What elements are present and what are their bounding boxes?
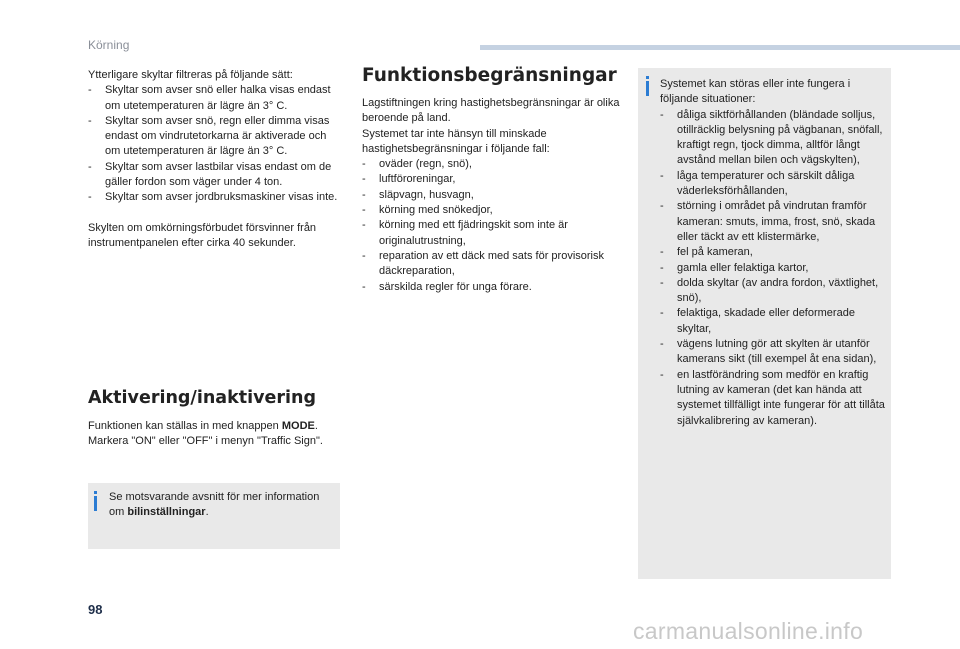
list-item: - vägens lutning gör att skylten är utanför kamerans sikt (till exempel åt ena sidan), — [660, 337, 888, 368]
info-text-after: . — [205, 506, 209, 519]
limitations-para1: Lagstiftningen kring hastighetsbegränsningar är olika beroende på land. — [362, 97, 620, 125]
disturbances-column — [660, 77, 888, 429]
list-item: - gamla eller felaktiga kartor, — [660, 261, 888, 276]
list-item: - Skyltar som avser lastbilar visas endast om de gäller fordon som väger under 4 ton. — [88, 160, 342, 191]
list-item: - låga temperaturer och särskilt dåliga väderleksförhållanden, — [660, 169, 888, 200]
info-icon — [94, 491, 97, 511]
header-rule — [480, 45, 960, 50]
list-item: - dåliga siktförhållanden (bländade solljus, otillräcklig belysning på vägbanan, snöfall, kraftigt regn, tjock dimma, alltför långt avstånd mellan bilen och vägskylten), — [660, 108, 888, 169]
mode-button-name: MODE — [281, 420, 315, 432]
list-item: - Skyltar som avser snö, regn eller dimma visas endast om vindrutetorkarna är aktiverade och om utetemperaturen är lägre än 3° C. — [88, 114, 342, 160]
info-icon — [646, 76, 649, 96]
page-number: 98 — [88, 602, 103, 617]
activation-heading: Aktivering/inaktivering — [88, 388, 316, 408]
list-item: - oväder (regn, snö), — [362, 157, 622, 172]
limitations-column — [362, 64, 622, 295]
list-item: - körning med snökedjor, — [362, 203, 622, 218]
disturbances-intro: Systemet kan störas eller inte fungera i följande situationer: — [660, 78, 851, 106]
filter-column — [88, 68, 342, 251]
activation-text-before: Funktionen kan ställas in med knappen — [88, 420, 282, 432]
list-item: - en lastförändring som medför en kraftig lutning av kameran (det kan hända att systemet tillfälligt inte fungerar för att tillåta självkalibrering av kameran). — [660, 368, 888, 429]
activation-line2: Markera "ON" eller "OFF" i menyn "Traffic Sign". — [88, 435, 323, 448]
list-item: - släpvagn, husvagn, — [362, 188, 622, 203]
filter-intro: Ytterligare skyltar filtreras på följande sätt: — [88, 69, 293, 81]
list-item: - Skyltar som avser snö eller halka visas endast om utetemperaturen är lägre än 3° C. — [88, 83, 342, 114]
limitations-heading: Funktionsbegränsningar — [362, 65, 617, 86]
list-item: - reparation av ett däck med sats för provisorisk däckreparation, — [362, 249, 622, 280]
list-item: - dolda skyltar (av andra fordon, växtlighet, snö), — [660, 276, 888, 307]
list-item: - störning i området på vindrutan framför kameran: smuts, imma, frost, snö, skada eller täckt av ett klistermärke, — [660, 199, 888, 245]
limitations-para2: Systemet tar inte hänsyn till minskade hastighetsbegränsningar i följande fall: — [362, 127, 550, 155]
section-label: Körning — [88, 38, 130, 52]
activation-text-after: . — [314, 420, 318, 432]
filter-list — [88, 83, 342, 205]
info-box-settings — [88, 483, 340, 549]
list-item: - körning med ett fjädringskit som inte är originalutrustning, — [362, 218, 622, 249]
info-text-bold: bilinställningar — [127, 506, 206, 519]
info-text-before: Se motsvarande avsnitt för mer information om — [109, 491, 320, 519]
list-item: - felaktiga, skadade eller deformerade skyltar, — [660, 306, 888, 337]
disturbances-list — [660, 108, 888, 429]
list-item: - fel på kameran, — [660, 245, 888, 260]
watermark: carmanualsonline.info — [633, 618, 864, 644]
list-item: - särskilda regler för unga förare. — [362, 280, 622, 295]
info-box-text — [109, 490, 335, 521]
limitations-list — [362, 157, 622, 295]
list-item: - luftföroreningar, — [362, 172, 622, 187]
list-item: - Skyltar som avser jordbruksmaskiner visas inte. — [88, 190, 342, 205]
activation-text — [88, 419, 350, 450]
closing-paragraph: Skylten om omkörningsförbudet försvinner från instrumentpanelen efter cirka 40 sekunder. — [88, 221, 317, 249]
